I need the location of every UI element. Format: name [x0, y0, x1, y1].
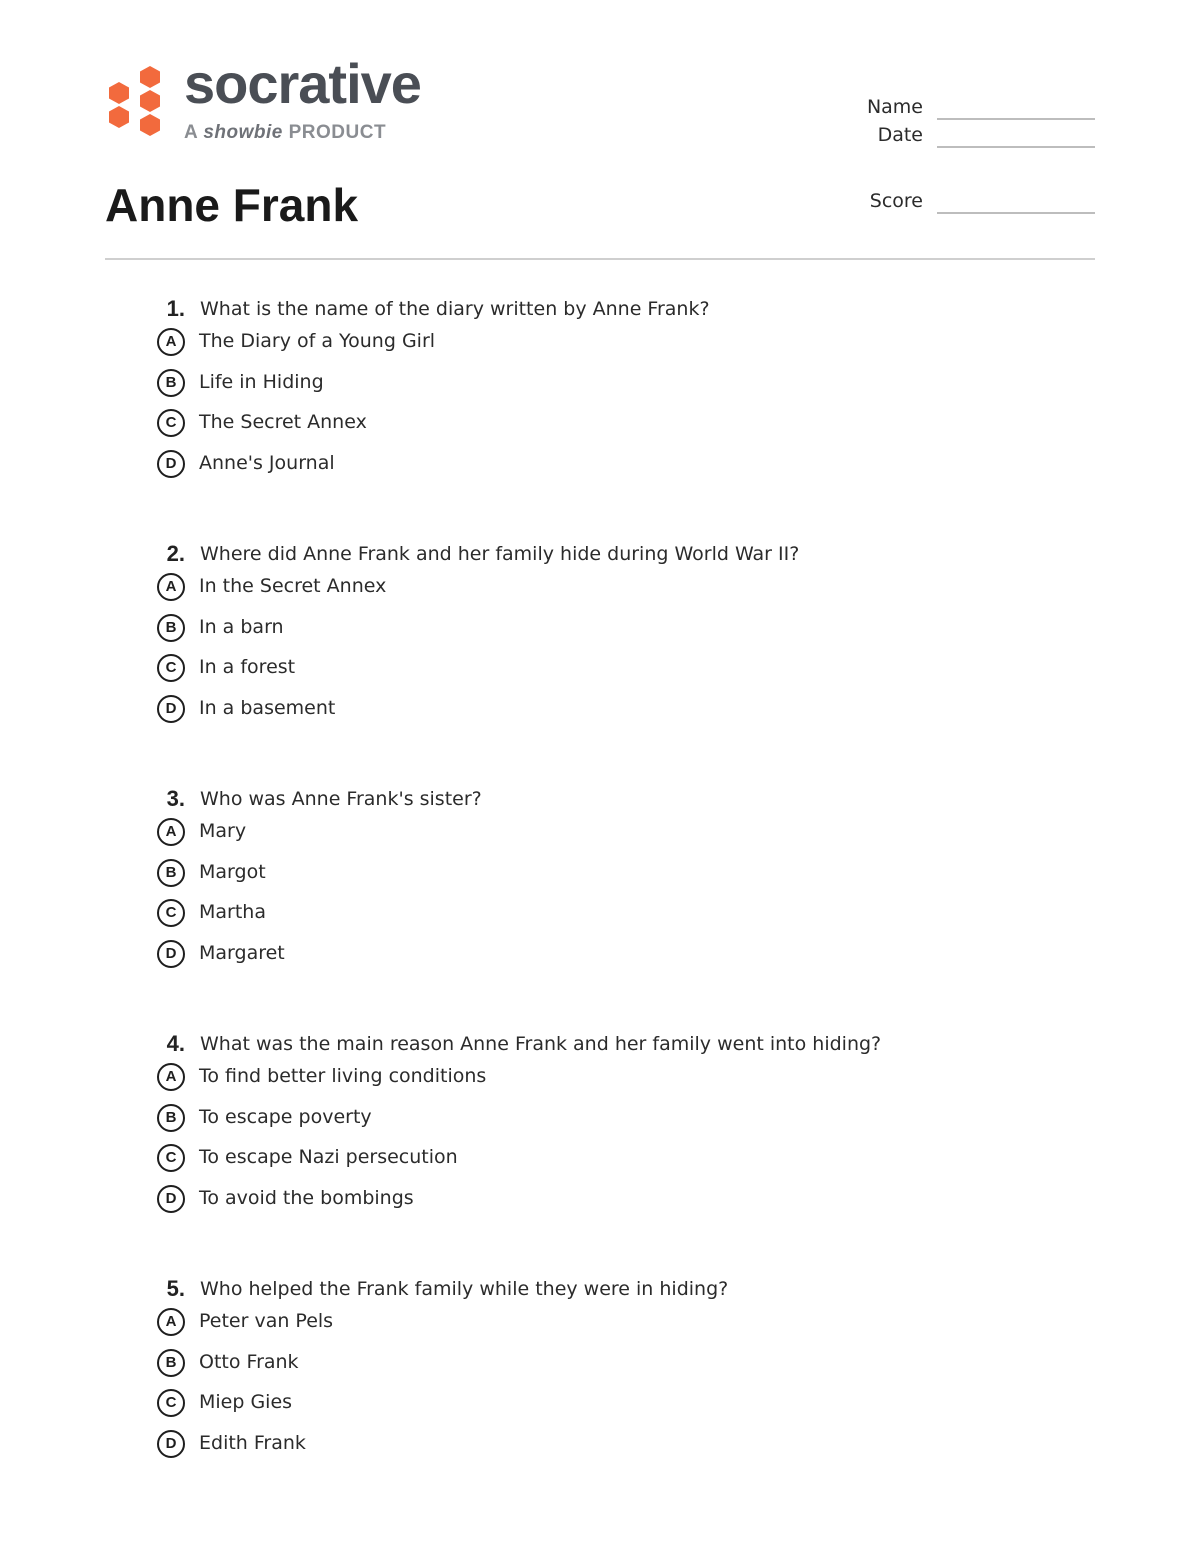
- question-number: 3.: [166, 786, 185, 811]
- option-text: Peter van Pels: [199, 1310, 334, 1332]
- question-text: What is the name of the diary written by Anne Frank?: [200, 298, 710, 320]
- header-divider: [105, 258, 1095, 260]
- option-text: Mary: [199, 820, 247, 842]
- option-bubble[interactable]: C: [157, 654, 185, 682]
- question-1: [155, 292, 1055, 491]
- question-number: 5.: [166, 1276, 185, 1301]
- logo-tagline: [184, 122, 386, 144]
- option-text: To avoid the bombings: [199, 1187, 414, 1210]
- answer-option-d[interactable]: [155, 1430, 1055, 1471]
- option-bubble[interactable]: B: [157, 859, 185, 887]
- option-text: In the Secret Annex: [199, 575, 387, 597]
- option-bubble[interactable]: A: [157, 1308, 185, 1336]
- option-bubble[interactable]: B: [157, 369, 185, 397]
- page-title: Anne Frank: [105, 179, 359, 231]
- answer-option-a[interactable]: [155, 573, 1055, 614]
- answer-option-d[interactable]: [155, 1185, 1055, 1226]
- option-text: Martha: [199, 901, 266, 924]
- tagline-suffix: PRODUCT: [288, 122, 387, 143]
- question-header: [155, 1272, 1055, 1308]
- option-bubble[interactable]: D: [157, 1430, 185, 1458]
- answer-option-b[interactable]: [155, 1349, 1055, 1390]
- option-text: Life in Hiding: [199, 370, 324, 393]
- socrative-logo: [104, 52, 464, 152]
- option-bubble[interactable]: C: [157, 1144, 185, 1172]
- option-bubble[interactable]: D: [157, 695, 185, 723]
- score-field[interactable]: [855, 184, 1095, 214]
- answer-option-a[interactable]: [155, 328, 1055, 369]
- option-bubble[interactable]: D: [157, 450, 185, 478]
- option-text: To find better living conditions: [199, 1065, 487, 1087]
- answer-option-b[interactable]: [155, 1104, 1055, 1145]
- option-text: Edith Frank: [199, 1432, 306, 1455]
- answer-option-c[interactable]: [155, 899, 1055, 940]
- question-2: [155, 537, 1055, 736]
- question-text: Where did Anne Frank and her family hide during World War II?: [200, 543, 800, 565]
- tagline-prefix: A: [184, 122, 198, 143]
- option-text: Margaret: [199, 942, 285, 965]
- option-bubble[interactable]: A: [157, 328, 185, 356]
- option-bubble[interactable]: C: [157, 899, 185, 927]
- hexagon-cluster-icon: [104, 64, 166, 144]
- question-3: [155, 782, 1055, 981]
- question-number: 4.: [166, 1031, 185, 1056]
- option-text: In a forest: [199, 656, 296, 679]
- option-text: The Secret Annex: [199, 411, 367, 434]
- score-label: Score: [869, 190, 923, 212]
- answer-option-a[interactable]: [155, 818, 1055, 859]
- option-text: In a basement: [199, 697, 336, 720]
- option-bubble[interactable]: B: [157, 1104, 185, 1132]
- answer-option-b[interactable]: [155, 369, 1055, 410]
- date-field[interactable]: [855, 118, 1095, 148]
- option-bubble[interactable]: C: [157, 409, 185, 437]
- option-bubble[interactable]: B: [157, 614, 185, 642]
- answer-option-d[interactable]: [155, 940, 1055, 981]
- answer-option-c[interactable]: [155, 409, 1055, 450]
- option-text: To escape poverty: [199, 1105, 372, 1128]
- option-text: The Diary of a Young Girl: [199, 330, 436, 352]
- answer-option-b[interactable]: [155, 859, 1055, 900]
- logo-wordmark: socrative: [184, 52, 421, 115]
- question-text: What was the main reason Anne Frank and her family went into hiding?: [200, 1033, 882, 1055]
- question-5: [155, 1272, 1055, 1471]
- answer-option-c[interactable]: [155, 1389, 1055, 1430]
- date-line[interactable]: [937, 146, 1095, 148]
- option-text: Otto Frank: [199, 1350, 299, 1373]
- question-text: Who helped the Frank family while they were in hiding?: [200, 1278, 729, 1300]
- answer-option-d[interactable]: [155, 450, 1055, 491]
- answer-option-a[interactable]: [155, 1063, 1055, 1104]
- option-text: To escape Nazi persecution: [199, 1146, 458, 1169]
- question-header: [155, 782, 1055, 818]
- answer-option-d[interactable]: [155, 695, 1055, 736]
- option-bubble[interactable]: A: [157, 818, 185, 846]
- tagline-brand: showbie: [203, 122, 283, 143]
- option-text: Margot: [199, 860, 266, 883]
- answer-option-a[interactable]: [155, 1308, 1055, 1349]
- name-field[interactable]: [855, 90, 1095, 120]
- option-bubble[interactable]: D: [157, 1185, 185, 1213]
- option-bubble[interactable]: C: [157, 1389, 185, 1417]
- date-label: Date: [877, 124, 923, 146]
- question-4: [155, 1027, 1055, 1226]
- question-text: Who was Anne Frank's sister?: [200, 788, 482, 810]
- option-text: Miep Gies: [199, 1391, 293, 1414]
- answer-option-c[interactable]: [155, 654, 1055, 695]
- option-bubble[interactable]: A: [157, 1063, 185, 1091]
- answer-option-b[interactable]: [155, 614, 1055, 655]
- option-bubble[interactable]: A: [157, 573, 185, 601]
- option-text: Anne's Journal: [199, 452, 335, 475]
- option-text: In a barn: [199, 615, 284, 638]
- name-label: Name: [866, 96, 923, 118]
- option-bubble[interactable]: D: [157, 940, 185, 968]
- question-header: [155, 537, 1055, 573]
- answer-option-c[interactable]: [155, 1144, 1055, 1185]
- question-number: 1.: [166, 296, 185, 321]
- question-header: [155, 292, 1055, 328]
- score-line[interactable]: [937, 212, 1095, 214]
- option-bubble[interactable]: B: [157, 1349, 185, 1377]
- question-header: [155, 1027, 1055, 1063]
- question-number: 2.: [166, 541, 185, 566]
